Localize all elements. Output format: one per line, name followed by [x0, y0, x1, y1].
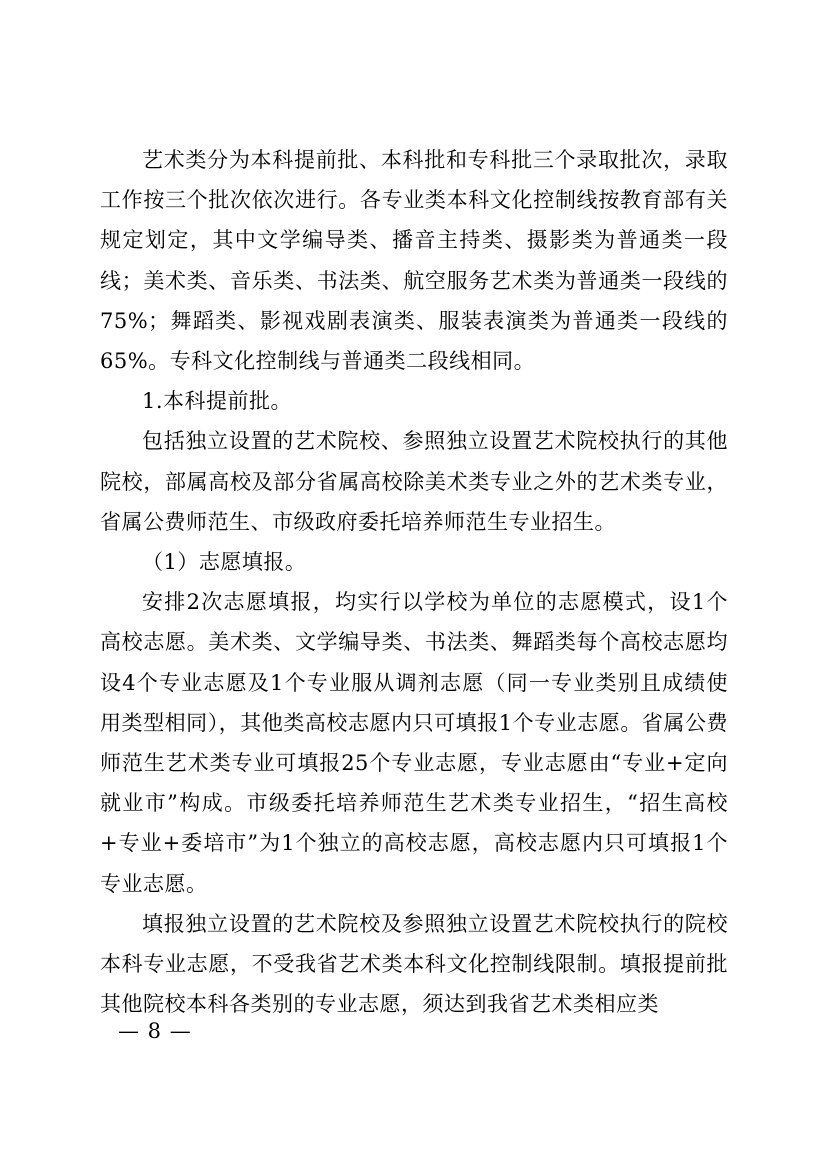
paragraph-batches-overview: 艺术类分为本科提前批、本科批和专科批三个录取批次，录取工作按三个批次依次进行。各专业类本科文化控制线按教育部有关规定划定，其中文学编导类、播音主持类、摄影类为普通类一段线；美术类、音乐类、书法类、航空服务艺术类为普通类一段线的75%；舞蹈类、影视戏剧表演类、服装表演类为普通类一段线的65%。专科文化控制线与普通类二段线相同。	[100, 148, 728, 374]
page-number: — 8 —	[118, 1019, 192, 1043]
heading-early-undergraduate-batch: 1.本科提前批。	[142, 389, 293, 414]
paragraph-early-batch-scope: 包括独立设置的艺术院校、参照独立设置艺术院校执行的其他院校，部属高校及部分省属高校除美术类专业之外的艺术类专业，省属公费师范生、市级政府委托培养师范生专业招生。	[100, 429, 728, 534]
paragraph-application-rules: 安排2次志愿填报，均实行以学校为单位的志愿模式，设1个高校志愿。美术类、文学编导类、书法类、舞蹈类每个高校志愿均设4个专业志愿及1个专业服从调剂志愿（同一专业类别且成绩使用类型相同），其他类高校志愿内只可填报1个专业志愿。省属公费师范生艺术类专业可填报25个专业志愿，专业志愿由“专业+定向就业市”构成。市级委托培养师范生艺术类专业招生，“招生高校+专业+委培市”为1个独立的高校志愿，高校志愿内只可填报1个专业志愿。	[100, 590, 728, 896]
body-text	[100, 140, 728, 1024]
heading-application-filling: （1）志愿填报。	[142, 550, 307, 575]
paragraph-control-line-rules: 填报独立设置的艺术院校及参照独立设置艺术院校执行的院校本科专业志愿，不受我省艺术类本科文化控制线限制。填报提前批其他院校本科各类别的专业志愿，须达到我省艺术类相应类	[100, 911, 728, 1017]
